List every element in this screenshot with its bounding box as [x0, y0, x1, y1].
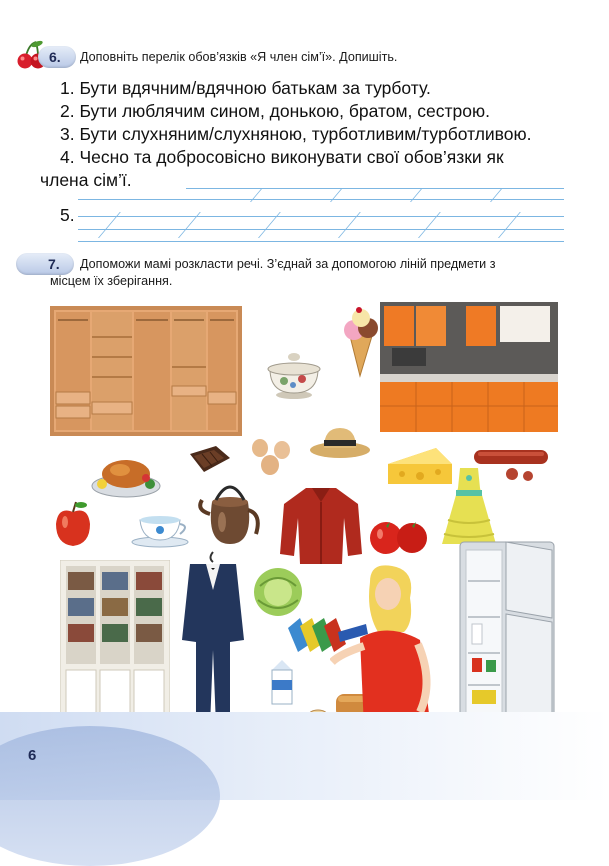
list-item: 4. Чесно та добросовісно виконувати свої обов’язки як [60, 147, 504, 167]
chocolate-image[interactable] [186, 444, 234, 474]
milk-image[interactable] [268, 658, 296, 706]
list-item: 3. Бути слухняним/слухняною, турботливим/турботливою. [60, 124, 532, 144]
kitchen-image[interactable] [380, 302, 558, 432]
wardrobe-image[interactable] [50, 306, 242, 436]
fridge-image[interactable] [458, 540, 556, 726]
suit-image[interactable] [178, 550, 248, 726]
apple-image[interactable] [52, 500, 94, 548]
list-item: 1. Бути вдячним/вдячною батькам за турботу. [60, 78, 431, 98]
teacup-image[interactable] [130, 512, 192, 548]
roast-chicken-image[interactable] [90, 446, 162, 500]
teapot-image[interactable] [196, 474, 266, 548]
dress-image[interactable] [436, 466, 502, 546]
list-item: члена сім’ї. [40, 170, 132, 190]
writing-line [186, 188, 564, 189]
bookcase-image[interactable] [60, 560, 170, 726]
writing-line [78, 229, 564, 230]
tomatoes-image[interactable] [368, 514, 430, 556]
task-badge [16, 253, 74, 275]
task-number: 6. [49, 49, 61, 65]
eggs-image[interactable] [248, 438, 296, 476]
task-number: 7. [48, 256, 60, 272]
straw-hat-image[interactable] [308, 424, 372, 460]
jacket-image[interactable] [278, 484, 364, 568]
task-instruction: місцем їх зберігання. [50, 274, 173, 288]
list-item: 2. Бути люблячим сином, донькою, братом, сестрою. [60, 101, 490, 121]
ice-cream-image[interactable] [338, 306, 384, 378]
page-number: 6 [28, 747, 37, 764]
task-instruction: Доповніть перелік обов’язків «Я член сім’ї». Допишіть. [80, 50, 398, 64]
woman-image[interactable] [330, 562, 442, 728]
writing-line [78, 216, 564, 217]
cabbage-image[interactable] [250, 566, 306, 618]
soup-tureen-image[interactable] [262, 345, 326, 401]
writing-line [78, 241, 564, 242]
list-item: 5. [60, 205, 75, 225]
task-instruction: Допоможи мамі розкласти речі. З’єднай за допомогою ліній предмети з [80, 257, 496, 271]
